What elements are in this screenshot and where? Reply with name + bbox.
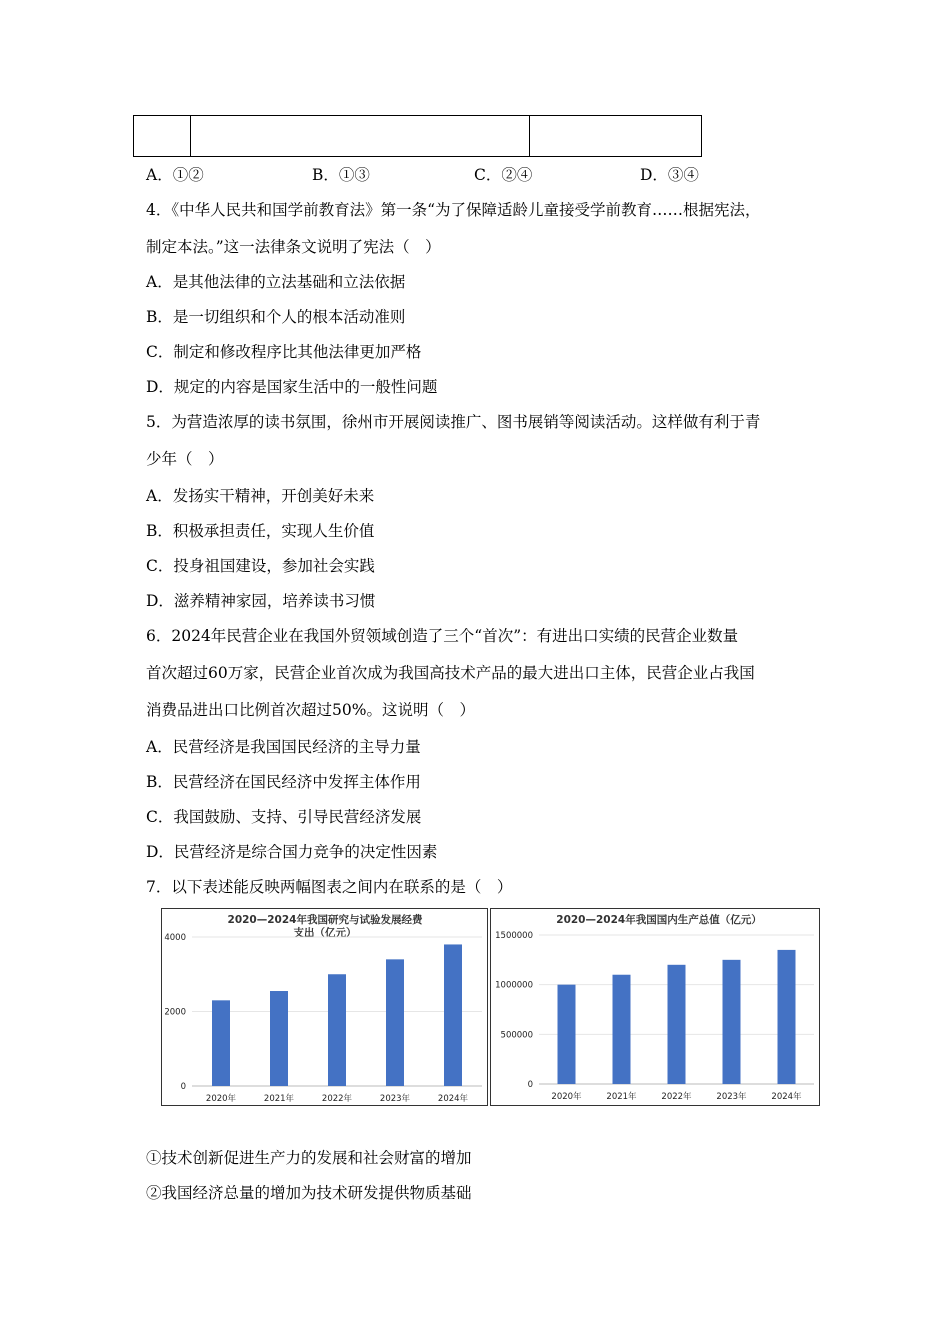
- y-tick-label: 500000: [500, 1030, 533, 1041]
- q5-option-d: D．滋养精神家园，培养读书习惯: [146, 592, 376, 610]
- q5-option-a: A．发扬实干精神，开创美好未来: [146, 487, 375, 505]
- x-tick-label: 2021年: [263, 1094, 295, 1104]
- x-tick-label: 2024年: [437, 1094, 469, 1104]
- q6-option-b: B．民营经济在国民经济中发挥主体作用: [146, 773, 421, 791]
- x-tick-label: 2020年: [551, 1092, 582, 1102]
- q5-stem-line2: 少年（ ）: [146, 450, 224, 468]
- x-tick-label: 2020年: [205, 1094, 237, 1104]
- q4-stem-line2: 制定本法。”这一法律条文说明了宪法（ ）: [146, 238, 441, 256]
- q4-option-c: C．制定和修改程序比其他法律更加严格: [146, 343, 422, 361]
- q4-option-b: B．是一切组织和个人的根本活动准则: [146, 308, 406, 326]
- q4-stem-line1: 4．《中华人民共和国学前教育法》第一条“为了保障适龄儿童接受学前教育……根据宪法，: [146, 201, 761, 219]
- rd-expenditure-chart: [161, 908, 488, 1106]
- q5-option-b: B．积极承担责任，实现人生价值: [146, 522, 375, 540]
- x-tick-label: 2022年: [321, 1094, 353, 1104]
- q3-option-c: C．②④: [474, 166, 533, 184]
- bar-2020年: [212, 1000, 230, 1086]
- q6-option-a: A．民营经济是我国国民经济的主导力量: [146, 738, 421, 756]
- chart-title-line2: 支出（亿元）: [293, 927, 357, 939]
- q7-stem: 7．以下表述能反映两幅图表之间内在联系的是（ ）: [146, 878, 513, 896]
- y-tick-label: 1500000: [495, 931, 533, 941]
- bar-2023年: [386, 959, 404, 1086]
- y-tick-label: 1000000: [495, 980, 533, 991]
- x-tick-label: 2024年: [771, 1092, 802, 1102]
- q3-option-a: A．①②: [146, 166, 204, 184]
- q4-option-a: A．是其他法律的立法基础和立法依据: [146, 273, 406, 291]
- y-tick-label: 4000: [164, 933, 186, 943]
- q6-option-c: C．我国鼓励、支持、引导民营经济发展: [146, 808, 422, 826]
- x-tick-label: 2021年: [606, 1092, 637, 1102]
- bar-2022年: [328, 974, 346, 1086]
- q5-stem-line1: 5．为营造浓厚的读书氛围，徐州市开展阅读推广、图书展销等阅读活动。这样做有利于青: [146, 413, 761, 431]
- gdp-chart: [490, 908, 820, 1106]
- table-divider: [190, 116, 191, 156]
- x-tick-label: 2022年: [661, 1092, 692, 1102]
- bar-2023年: [723, 960, 741, 1084]
- x-tick-label: 2023年: [716, 1092, 747, 1102]
- q7-statement-1: ①技术创新促进生产力的发展和社会财富的增加: [146, 1149, 472, 1167]
- chart-title-line1: 2020—2024年我国研究与试验发展经费: [227, 914, 423, 926]
- q3-option-d: D．③④: [640, 166, 699, 184]
- bar-2024年: [778, 950, 796, 1084]
- q7-statement-2: ②我国经济总量的增加为技术研发提供物质基础: [146, 1184, 472, 1202]
- q3-option-b: B．①③: [312, 166, 370, 184]
- bar-2022年: [668, 965, 686, 1084]
- q6-option-d: D．民营经济是综合国力竞争的决定性因素: [146, 843, 438, 861]
- x-tick-label: 2023年: [379, 1094, 411, 1104]
- q6-stem-line3: 消费品进出口比例首次超过50%。这说明（ ）: [146, 701, 475, 719]
- gdp-chart-svg: [491, 909, 819, 1105]
- table-divider: [529, 116, 530, 156]
- q3-table: [133, 115, 702, 157]
- q6-stem-line1: 6．2024年民营企业在我国外贸领域创造了三个“首次”：有进出口实绩的民营企业数量: [146, 627, 739, 645]
- q4-option-d: D．规定的内容是国家生活中的一般性问题: [146, 378, 438, 396]
- y-tick-label: 0: [180, 1082, 186, 1092]
- y-tick-label: 0: [527, 1080, 533, 1090]
- q5-option-c: C．投身祖国建设，参加社会实践: [146, 557, 375, 575]
- chart-title: 2020—2024年我国国内生产总值（亿元）: [556, 914, 762, 926]
- y-tick-label: 2000: [164, 1007, 186, 1018]
- bar-2021年: [270, 991, 288, 1086]
- rd-expenditure-chart-svg: [162, 909, 487, 1105]
- bar-2021年: [613, 975, 631, 1084]
- bar-2020年: [558, 985, 576, 1084]
- bar-2024年: [444, 944, 462, 1086]
- q6-stem-line2: 首次超过60万家，民营企业首次成为我国高技术产品的最大进出口主体，民营企业占我国: [146, 664, 755, 682]
